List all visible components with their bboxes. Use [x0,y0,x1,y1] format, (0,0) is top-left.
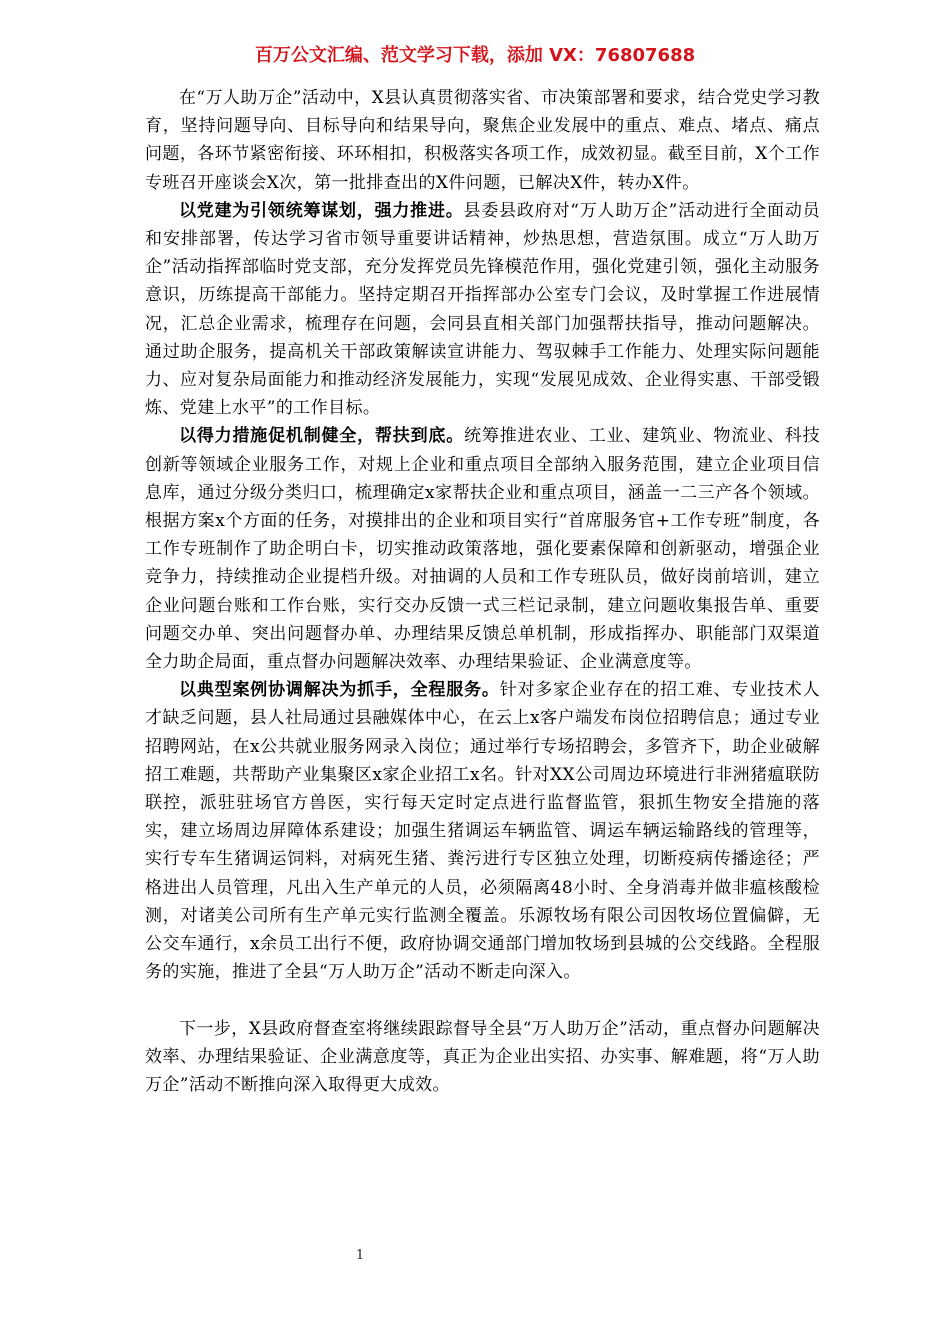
paragraph-text: 下一步，X县政府督查室将继续跟踪督导全县“万人助万企”活动，重点督办问题解决效率、办理结果验证、企业满意度等，真正为企业出实招、办实事、解难题，将“万人助万企”活动不断推向深入取得更大成效。 [145,1018,820,1095]
paragraph-text: 在“万人助万企”活动中，X县认真贯彻落实省、市决策部署和要求，结合党史学习教育，坚持问题导向、目标导向和结果导向，聚焦企业发展中的重点、难点、堵点、痛点问题，各环节紧密衔接、环环相扣，积极落实各项工作，成效初显。截至目前，X个工作专班召开座谈会X次，第一批排查出的X件问题，已解决X件，转办X件。 [145,88,820,193]
paragraph-party-building [145,197,820,423]
paragraph-closing [145,1015,820,1100]
document-body [145,84,820,1099]
paragraph-spacer [145,987,820,1015]
page-number: 1 [355,1248,365,1263]
paragraph-lead: 以典型案例协调解决为抓手，全程服务。 [179,680,500,701]
paragraph-lead: 以党建为引领统筹谋划，强力推进。 [179,200,464,221]
paragraph-intro [145,84,820,197]
paragraph-typical-cases [145,676,820,986]
header-banner: 百万公文汇编、范文学习下载，添加 VX：76807688 [254,45,696,66]
paragraph-text: 针对多家企业存在的招工难、专业技术人才缺乏问题，县人社局通过县融媒体中心，在云上x客户端发布岗位招聘信息；通过专业招聘网站，在x公共就业服务网录入岗位；通过举行专场招聘会，多管齐下，助企业破解招工难题，共帮助产业集聚区x家企业招工x名。针对XX公司周边环境进行非洲猪瘟联防联控，派驻驻场官方兽医，实行每天定时定点进行监督监管，狠抓生物安全措施的落实，建立场周边屏障体系建设；加强生猪调运车辆监管、调运车辆运输路线的管理等，实行专车生猪调运饲料，对病死生猪、粪污进行专区独立处理，切断疫病传播途径；严格进出人员管理，凡出入生产单元的人员，必须隔离48小时、全身消毒并做非瘟核酸检测，对诸美公司所有生产单元实行监测全覆盖。乐源牧场有限公司因牧场位置偏僻，无公交车通行，x余员工出行不便，政府协调交通部门增加牧场到县城的公交线路。全程服务的实施，推进了全县“万人助万企”活动不断走向深入。 [145,680,821,983]
paragraph-text: 县委县政府对“万人助万企”活动进行全面动员和安排部署，传达学习省市领导重要讲话精神，炒热思想，营造氛围。成立“万人助万企”活动指挥部临时党支部，充分发挥党员先锋模范作用，强化党建引领，强化主动服务意识，历练提高干部能力。坚持定期召开指挥部办公室专门会议，及时掌握工作进展情况，汇总企业需求，梳理存在问题，会同县直相关部门加强帮扶指导，推动问题解决。通过助企服务，提高机关干部政策解读宣讲能力、驾驭棘手工作能力、处理实际问题能力、应对复杂局面能力和推动经济发展能力，实现“发展见成效、企业得实惠、干部受锻炼、党建上水平”的工作目标。 [145,200,821,419]
paragraph-lead: 以得力措施促机制健全，帮扶到底。 [179,426,465,447]
paragraph-text: 统筹推进农业、工业、建筑业、物流业、科技创新等领域企业服务工作，对规上企业和重点项目全部纳入服务范围，建立企业项目信息库，通过分级分类归口，梳理确定x家帮扶企业和重点项目，涵盖一二三产各个领域。根据方案x个方面的任务，对摸排出的企业和项目实行“首席服务官+工作专班”制度，各工作专班制作了助企明白卡，切实推动政策落地，强化要素保障和创新驱动，增强企业竞争力，持续推动企业提档升级。对抽调的人员和工作专班队员，做好岗前培训，建立企业问题台账和工作台账，实行交办反馈一式三栏记录制，建立问题收集报告单、重要问题交办单、突出问题督办单、办理结果反馈总单机制，形成指挥办、职能部门双渠道全力助企局面，重点督办问题解决效率、办理结果验证、企业满意度等。 [145,426,820,673]
paragraph-mechanism [145,422,820,676]
